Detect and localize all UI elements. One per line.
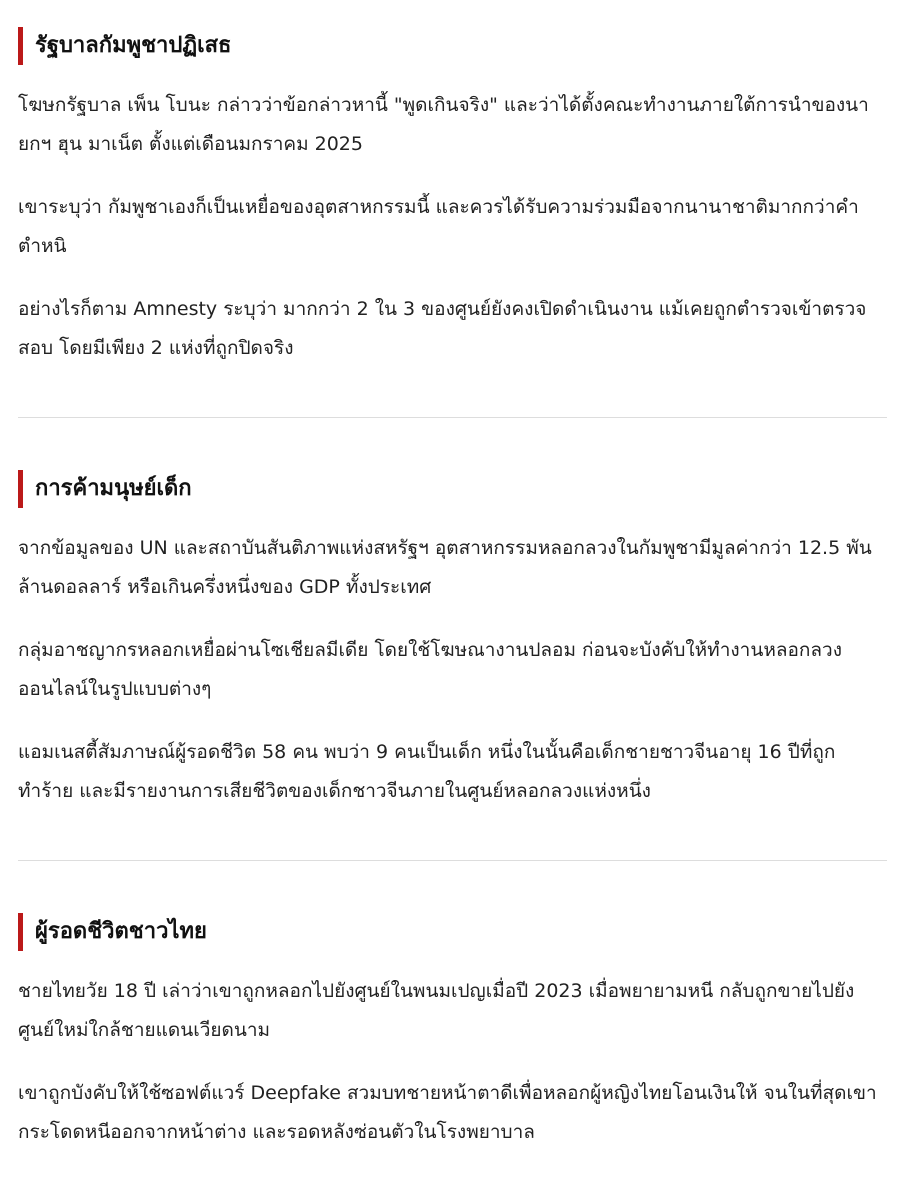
paragraph: จากข้อมูลของ UN และสถาบันสันติภาพแห่งสหรัฐฯ อุตสาหกรรมหลอกลวงในกัมพูชามีมูลค่ากว่า 12.5 พันล้านดอลลาร์ หรือเกินครึ่งหนึ่งของ GDP ทั้งประเทศ: [18, 537, 872, 598]
section-thai-survivor: [18, 861, 887, 1152]
section-heading: [18, 26, 887, 66]
heading-accent-bar: [18, 27, 23, 65]
paragraph: อย่างไรก็ตาม Amnesty ระบุว่า มากกว่า 2 ใน 3 ของศูนย์ยังคงเปิดดำเนินงาน แม้เคยถูกตำรวจเข้าตรวจสอบ โดยมีเพียง 2 แห่งที่ถูกปิดจริง: [18, 298, 867, 359]
paragraph: เขาระบุว่า กัมพูชาเองก็เป็นเหยื่อของอุตสาหกรรมนี้ และควรได้รับความร่วมมือจากนานาชาติมากกว่าคำตำหนิ: [18, 196, 859, 257]
section-child-trafficking: [18, 418, 887, 860]
paragraph: กลุ่มอาชญากรหลอกเหยื่อผ่านโซเชียลมีเดีย โดยใช้โฆษณางานปลอม ก่อนจะบังคับให้ทำงานหลอกลวงออนไลน์ในรูปแบบต่างๆ: [18, 639, 842, 700]
paragraph: ชายไทยวัย 18 ปี เล่าว่าเขาถูกหลอกไปยังศูนย์ในพนมเปญเมื่อปี 2023 เมื่อพยายามหนี กลับถูกขายไปยังศูนย์ใหม่ใกล้ชายแดนเวียดนาม: [18, 980, 855, 1041]
section-heading-text: การค้ามนุษย์เด็ก: [35, 476, 192, 501]
paragraph: เขาถูกบังคับให้ใช้ซอฟต์แวร์ Deepfake สวมบทชายหน้าตาดีเพื่อหลอกผู้หญิงไทยโอนเงินให้ จนในที่สุดเขากระโดดหนีออกจากหน้าต่าง และรอดหลังซ่อนตัวในโรงพยาบาล: [18, 1082, 877, 1143]
section-cambodia-government-denial: [18, 0, 887, 417]
heading-accent-bar: [18, 913, 23, 951]
paragraph: โฆษกรัฐบาล เพ็น โบนะ กล่าวว่าข้อกล่าวหานี้ "พูดเกินจริง" และว่าได้ตั้งคณะทำงานภายใต้การนำของนายกฯ ฮุน มาเน็ต ตั้งแต่เดือนมกราคม 2025: [18, 94, 869, 155]
heading-accent-bar: [18, 470, 23, 508]
section-heading-text: ผู้รอดชีวิตชาวไทย: [35, 919, 207, 944]
section-heading-text: รัฐบาลกัมพูชาปฏิเสธ: [35, 33, 232, 58]
section-heading: [18, 469, 887, 509]
paragraph: แอมเนสตี้สัมภาษณ์ผู้รอดชีวิต 58 คน พบว่า 9 คนเป็นเด็ก หนึ่งในนั้นคือเด็กชายชาวจีนอายุ 16 ปีที่ถูกทำร้าย และมีรายงานการเสียชีวิตของเด็กชาวจีนภายในศูนย์หลอกลวงแห่งหนึ่ง: [18, 741, 836, 802]
section-heading: [18, 912, 887, 952]
